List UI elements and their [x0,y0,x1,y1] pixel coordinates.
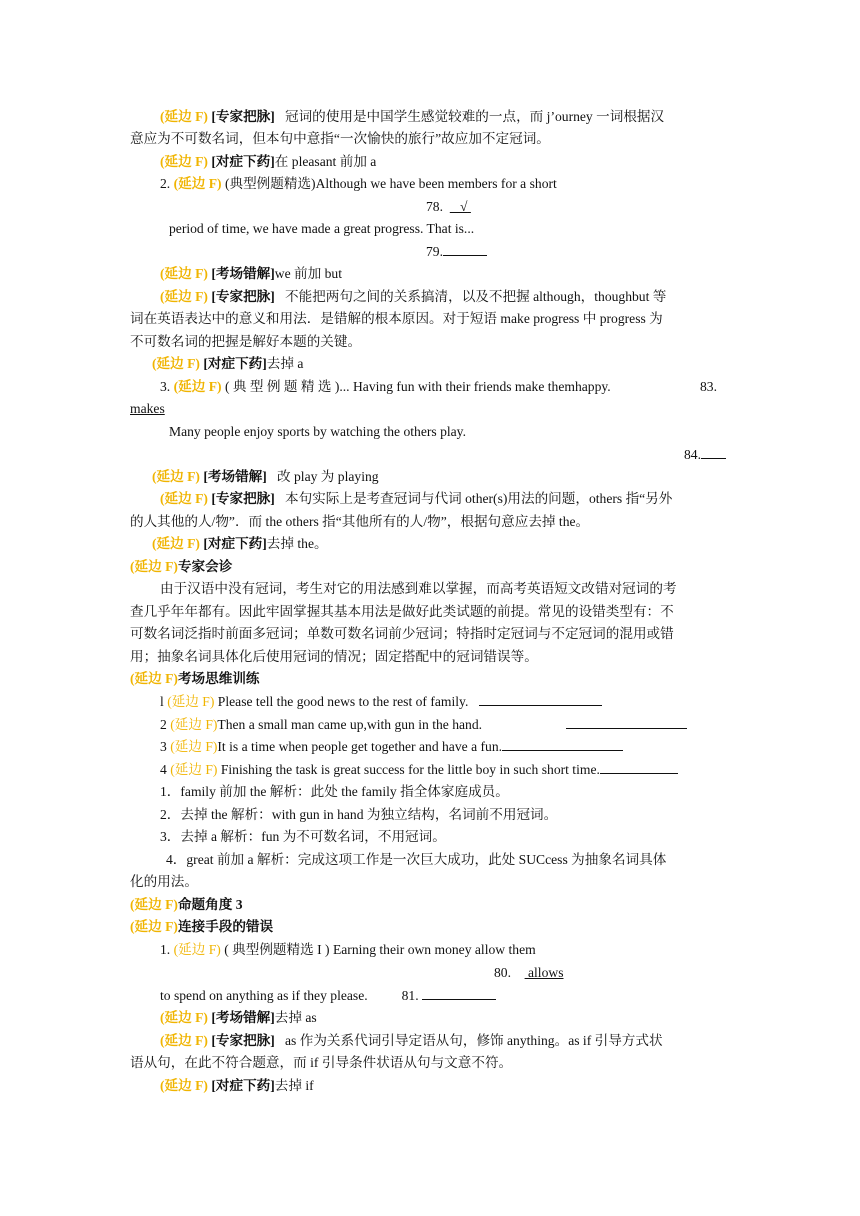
body-line: 由于汉语中没有冠词，考生对它的用法感到难以掌握，而高考英语短文改错对冠词的考 [160,581,677,596]
section-heading [130,894,243,916]
expert-analysis-line [160,106,730,128]
exercise-item [160,691,602,713]
answer-blank [422,985,496,1000]
exercise-item [160,714,482,736]
answer-blank [479,691,602,706]
body-text: 去掉 a [266,356,304,371]
expert-analysis-line [160,1030,730,1052]
body-line: 不可数名词的把握是解好本题的关键。 [130,334,362,349]
answer-line [426,196,471,218]
exercise-number: l [160,694,164,709]
exercise-text: It is a time when people get together and have a fun. [217,739,503,754]
body-line: period of time, we have made a great progress. That is... [169,221,475,236]
source-tag: (延边 F) [160,109,208,124]
source-tag: (延边 F) [173,942,221,957]
body-text: 改 play 为 playing [277,469,379,484]
answer-number: 84. [684,447,701,462]
body-text: as 作为关系代词引导定语从句，修饰 anything。as if 引导方式状 [285,1033,663,1048]
remedy-line [160,151,376,173]
section-heading [130,668,260,690]
answer-blank [600,759,678,774]
expert-analysis-line [160,488,730,510]
exercise-text: Finishing the task is great success for the little boy in such short time. [220,762,600,777]
exercise-number: 4 [160,762,167,777]
section-label: [专家把脉] [211,109,275,124]
answer-blank [566,714,687,729]
source-tag: (延边 F) [152,356,200,371]
body-line [160,985,496,1007]
answer-mark: √ [460,199,468,214]
section-label: [对症下药] [211,154,275,169]
body-line: 用；抽象名词具体化后使用冠词的情况；固定搭配中的冠词错误等。 [130,649,538,664]
question-line [160,376,611,398]
answer-blank [701,444,726,459]
body-line: 查几乎年年都有。因此牢固掌握其基本用法是做好此类试题的前提。常见的设错类型有：不 [130,604,674,619]
exercise-number: 3 [160,739,167,754]
source-tag: (延边 F) [152,536,200,551]
body-text: 本句实际上是考查冠词与代词 other(s)用法的问题，others 指“另外 [285,491,673,506]
section-label: [专家把脉] [211,491,275,506]
heading-text: 专家会诊 [177,559,233,574]
source-tag: (延边 F) [160,1010,208,1025]
source-tag: (延边 F) [160,266,208,281]
question-number: 3. [160,379,171,394]
answer-number: 79. [426,244,443,259]
heading-text: 命题角度 3 [177,897,243,912]
section-heading [130,916,273,938]
answer-explanation: 3．去掉 a 解析：fun 为不可数名词，不用冠词。 [160,829,446,844]
answer-text: allows [528,965,564,980]
source-tag: (延边 F) [160,289,208,304]
question-line [160,173,557,195]
answer-number: 83. [700,379,717,394]
section-label: [专家把脉] [211,1033,275,1048]
heading-text: 连接手段的错误 [177,919,274,934]
remedy-line [152,533,328,555]
body-text: 去掉 if [274,1078,314,1093]
exercise-text: Then a small man came up,with gun in the hand. [217,717,483,732]
source-tag: (延边 F) [130,919,178,934]
section-label: [对症下药] [203,536,267,551]
answer-number: 80. [494,965,511,980]
source-tag: (延边 F) [170,739,218,754]
body-text: ( 典 型 例 题 精 选 )... Having fun with their friends make themhappy. [224,379,611,394]
heading-text: 考场思维训练 [177,671,260,686]
body-text: we 前加 but [274,266,343,281]
exercise-item [160,759,678,781]
source-tag: (延边 F) [170,762,218,777]
source-tag: (延边 F) [167,694,215,709]
source-tag: (延边 F) [130,897,178,912]
wrong-answer-line [152,466,379,488]
exercise-item [160,736,623,758]
answer-explanation: 化的用法。 [130,874,198,889]
exercise-text: Please tell the good news to the rest of family. [217,694,469,709]
body-text: (典型例题精选)Although we have been members for a short [224,176,557,191]
answer-explanation: 4．great 前加 a 解析：完成这项工作是一次巨大成功，此处 SUCcess 为抽象名词具体 [166,852,667,867]
source-tag: (延边 F) [160,491,208,506]
body-line: Many people enjoy sports by watching the others play. [169,424,466,439]
source-tag: (延边 F) [160,1033,208,1048]
body-line: 语从句，在此不符合题意，而 if 引导条件状语从句与文意不符。 [130,1055,513,1070]
wrong-answer-line [160,1007,317,1029]
answer-number: 78. [426,199,443,214]
body-text: to spend on anything as if they please. [160,988,368,1003]
source-tag: (延边 F) [173,176,222,191]
body-text: ( 典型例题精选 I ) Earning their own money allow them [224,942,536,957]
section-heading [130,556,232,578]
source-tag: (延边 F) [130,559,178,574]
body-text: 去掉 the。 [266,536,328,551]
answer-text: makes [130,401,165,416]
source-tag: (延边 F) [160,1078,208,1093]
answer-blank [502,736,623,751]
remedy-line [152,353,303,375]
source-tag: (延边 F) [173,379,222,394]
answer-blank-wrap [566,714,687,736]
expert-analysis-line [160,286,730,308]
section-label: [考场错解] [211,1010,275,1025]
question-number: 2. [160,176,171,191]
section-label: [对症下药] [211,1078,275,1093]
body-line: 词在英语表达中的意义和用法．是错解的根本原因。对于短语 make progress 中 progress 为 [130,311,663,326]
answer-line [426,241,487,263]
answer-explanation: 2．去掉 the 解析：with gun in hand 为独立结构，名词前不用冠词。 [160,807,558,822]
body-text: 在 pleasant 前加 a [274,154,377,169]
section-label: [考场错解] [211,266,275,281]
exercise-number: 2 [160,717,167,732]
answer-line [494,962,564,984]
remedy-line [160,1075,314,1097]
answer-explanation: 1．family 前加 the 解析：此处 the family 指全体家庭成员。 [160,784,509,799]
question-line [160,939,536,961]
wrong-answer-line [160,263,342,285]
source-tag: (延边 F) [130,671,178,686]
source-tag: (延边 F) [160,154,208,169]
body-line: 意应为不可数名词，但本句中意指“一次愉快的旅行”故应加不定冠词。 [130,131,550,146]
body-text: 冠词的使用是中国学生感觉较难的一点，而 j’ourney 一词根据汉 [285,109,665,124]
source-tag: (延边 F) [152,469,200,484]
question-number: 1. [160,942,171,957]
answer-line [684,444,726,466]
answer-number: 81. [401,988,419,1003]
answer-blank [443,241,487,256]
section-label: [对症下药] [203,356,267,371]
source-tag: (延边 F) [170,717,218,732]
body-line: 可数名词泛指时前面多冠词；单数可数名词前少冠词；特指时定冠词与不定冠词的混用或错 [130,626,674,641]
section-label: [考场错解] [203,469,267,484]
body-text: 不能把两句之间的关系搞清，以及不把握 although，thoughbut 等 [285,289,667,304]
body-text: 去掉 as [274,1010,317,1025]
section-label: [专家把脉] [211,289,275,304]
body-line: 的人其他的人/物”．而 the others 指“其他所有的人/物”，根据句意应去掉 the。 [130,514,590,529]
